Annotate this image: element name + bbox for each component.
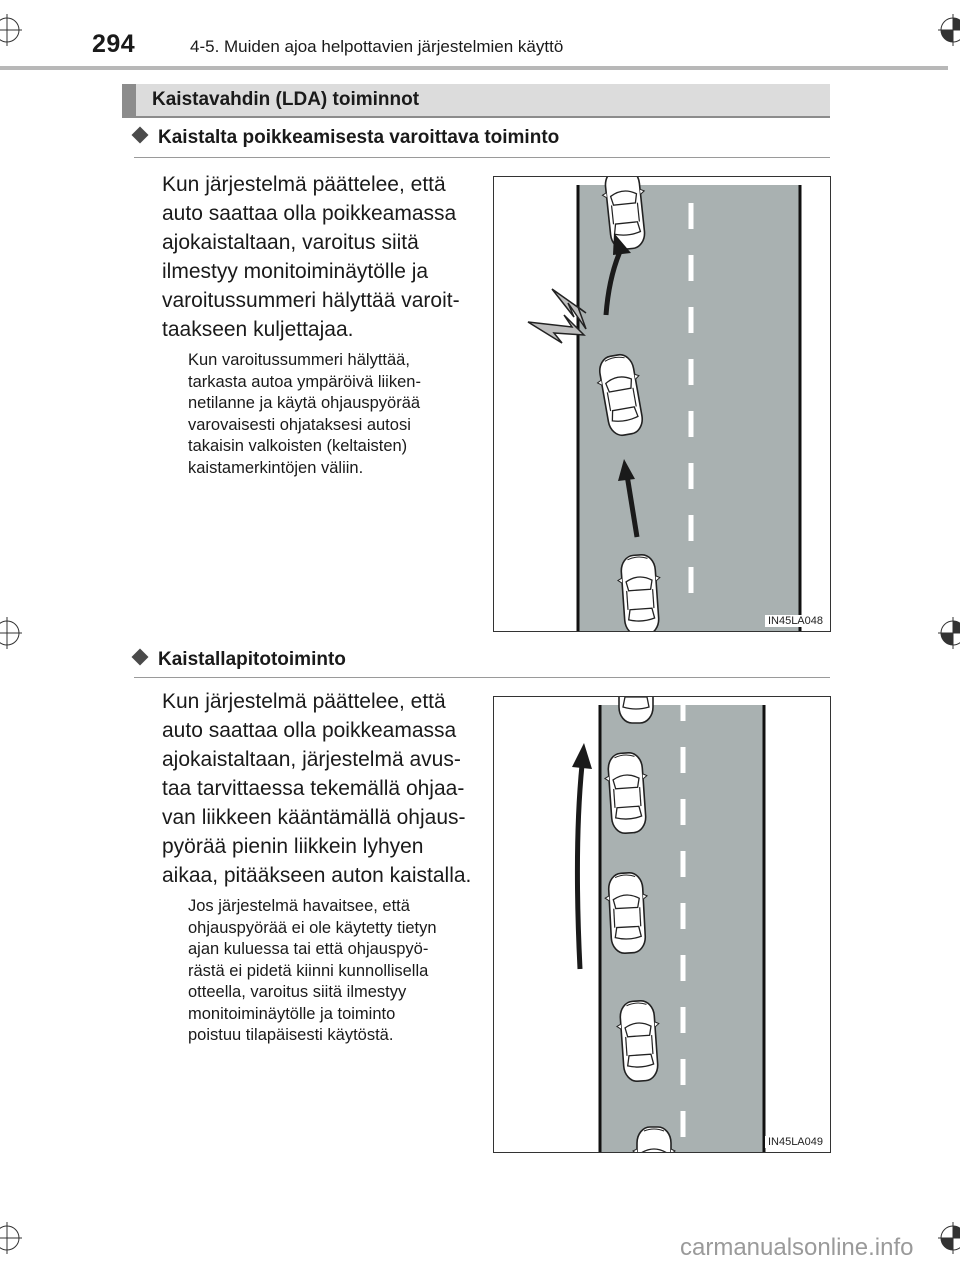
steering-assist-arrow: [577, 765, 582, 969]
lane-departure-heading: [134, 127, 559, 149]
body-line: auto saattaa olla poikkeamassa: [162, 202, 457, 225]
lane-departure-rule: [134, 157, 830, 158]
note-line: poistuu tilapäisesti käytöstä.: [188, 1026, 394, 1044]
figure-code: IN45LA048: [765, 615, 826, 627]
lane-keeping-note: [188, 896, 476, 1047]
diamond-bullet-icon: [132, 649, 149, 666]
lane-departure-heading-text: Kaistalta poikkeamisesta varoittava toiminto: [158, 127, 560, 148]
body-line: van liikkeen kääntämällä ohjaus-: [162, 806, 466, 829]
page-number: 294: [92, 30, 136, 58]
body-line: ajokaistaltaan, järjestelmä avus-: [162, 748, 461, 771]
note-line: otteella, varoitus siitä ilmestyy: [188, 983, 407, 1001]
note-line: takaisin valkoisten (keltaisten): [188, 437, 408, 455]
lane-departure-illustration: [494, 177, 830, 631]
lane-departure-body: [162, 170, 476, 344]
section-banner: [122, 84, 830, 118]
note-line: tarkasta autoa ympäröivä liiken-: [188, 372, 421, 391]
chapter-title: 4-5. Muiden ajoa helpottavien järjestelmien käyttö: [190, 37, 564, 56]
lane-keeping-illustration: [494, 697, 830, 1152]
body-line: taakseen kuljettajaa.: [162, 318, 354, 341]
note-line: ohjauspyörää ei ole käytetty tietyn: [188, 918, 437, 937]
lane-keeping-figure: [493, 696, 831, 1153]
note-line: ajan kuluessa tai että ohjauspyö-: [188, 940, 429, 958]
lane-departure-note: [188, 350, 476, 479]
body-line: auto saattaa olla poikkeamassa: [162, 719, 457, 742]
body-line: varoitussummeri hälyttää varoit-: [162, 289, 460, 312]
lane-departure-figure: [493, 176, 831, 632]
note-line: varovaisesti ohjataksesi autosi: [188, 415, 411, 434]
steering-assist-arrow-head-icon: [572, 743, 592, 769]
lane-keeping-heading-text: Kaistallapitotoiminto: [158, 649, 346, 670]
watermark: carmanualsonline.info: [680, 1234, 914, 1261]
header-rule: [0, 66, 948, 70]
diamond-bullet-icon: [132, 127, 149, 144]
lane-keeping-heading: [134, 649, 346, 671]
body-line: ajokaistaltaan, varoitus siitä: [162, 231, 419, 254]
body-line: ilmestyy monitoiminäytölle ja: [162, 260, 429, 283]
body-line: pyörää pienin liikkein lyhyen: [162, 835, 424, 858]
lane-keeping-rule: [134, 677, 830, 678]
figure-code: IN45LA049: [765, 1136, 826, 1148]
note-line: netilanne ja käytä ohjauspyörää: [188, 394, 421, 412]
body-line: taa tarvittaessa tekemällä ohjaa-: [162, 777, 465, 800]
body-line: Kun järjestelmä päättelee, että: [162, 690, 446, 713]
note-line: kaistamerkintöjen väliin.: [188, 458, 364, 477]
note-line: monitoiminäytölle ja toiminto: [188, 1004, 396, 1023]
note-line: Jos järjestelmä havaitsee, että: [188, 897, 410, 915]
note-line: Kun varoitussummeri hälyttää,: [188, 351, 410, 369]
warning-buzzer-icon: [528, 315, 584, 343]
section-title: Kaistavahdin (LDA) toiminnot: [152, 89, 420, 110]
body-line: aikaa, pitääkseen auton kaistalla.: [162, 864, 472, 887]
lane-keeping-body: [162, 687, 476, 890]
note-line: rästä ei pidetä kiinni kunnollisella: [188, 961, 429, 980]
body-line: Kun järjestelmä päättelee, että: [162, 173, 446, 196]
